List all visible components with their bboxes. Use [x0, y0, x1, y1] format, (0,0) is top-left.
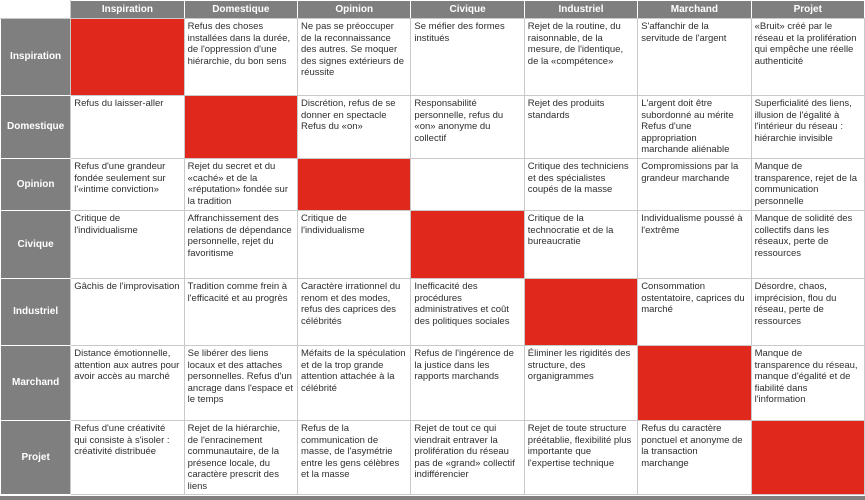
cell-industriel-marchand: Consommation ostentatoire, caprices du marché	[638, 279, 751, 346]
cell-projet-industriel: Rejet de toute structure préétablie, flexibilité plus importante que l'expertise technique	[524, 421, 637, 495]
cell-civique-inspiration: Critique de l'individualisme	[71, 211, 184, 279]
table-row-civique	[1, 211, 865, 279]
cell-marchand-opinion: Méfaits de la spéculation et de la trop grande attention attachée à la célébrité	[298, 346, 411, 421]
cell-domestique-projet: Superficialité des liens, illusion de l'égalité à l'intérieur du réseau : hiérarchie invisible	[751, 96, 864, 159]
cell-opinion-opinion-diagonal	[298, 159, 411, 211]
column-header-industriel: Industriel	[524, 1, 637, 19]
cell-projet-domestique: Rejet de la hiérarchie, de l'enracinement communautaire, de la présence locale, du caractère prescrit des liens	[184, 421, 297, 495]
cell-industriel-inspiration: Gâchis de l'improvisation	[71, 279, 184, 346]
column-header-opinion: Opinion	[298, 1, 411, 19]
cell-civique-domestique: Affranchissement des relations de dépendance personnelle, rejet du favoritisme	[184, 211, 297, 279]
cell-inspiration-domestique: Refus des choses installées dans la durée, de l'oppression d'une hiérarchie, du bon sens	[184, 19, 297, 96]
cell-projet-marchand: Refus du caractère ponctuel et anonyme de la transaction marchange	[638, 421, 751, 495]
column-header-row	[1, 1, 865, 19]
next-row-header-partial	[0, 495, 865, 500]
cell-inspiration-opinion: Ne pas se préoccuper de la reconnaissance des autres. Se moquer des signes extérieurs de réussite	[298, 19, 411, 96]
cell-inspiration-civique: Se méfier des formes institués	[411, 19, 524, 96]
cell-domestique-opinion: Discrétion, refus de se donner en spectacle Refus du «on»	[298, 96, 411, 159]
column-header-inspiration: Inspiration	[71, 1, 184, 19]
cell-inspiration-inspiration-diagonal	[71, 19, 184, 96]
cell-marchand-civique: Refus de l'ingérence de la justice dans les rapports marchands	[411, 346, 524, 421]
row-header-projet: Projet	[1, 421, 71, 495]
row-header-industriel: Industriel	[1, 279, 71, 346]
column-header-projet: Projet	[751, 1, 864, 19]
column-header-marchand: Marchand	[638, 1, 751, 19]
cell-marchand-projet: Manque de transparence du réseau, manque d'égalité et de fiabilité dans l'information	[751, 346, 864, 421]
cell-domestique-inspiration: Refus du laisser-aller	[71, 96, 184, 159]
cell-marchand-industriel: Éliminer les rigidités des structure, des organigrammes	[524, 346, 637, 421]
cell-projet-inspiration: Refus d'une créativité qui consiste à s'isoler : créativité distribuée	[71, 421, 184, 495]
cell-opinion-civique	[411, 159, 524, 211]
row-header-marchand: Marchand	[1, 346, 71, 421]
cell-opinion-domestique: Rejet du secret et du «caché» et de la «réputation» fondée sur la tradition	[184, 159, 297, 211]
column-header-domestique: Domestique	[184, 1, 297, 19]
cell-opinion-marchand: Compromissions par la grandeur marchande	[638, 159, 751, 211]
cell-projet-civique: Rejet de tout ce qui viendrait entraver la prolifération du réseau pas de «grand» collectif indifférencier	[411, 421, 524, 495]
corner-cell	[1, 1, 71, 19]
cell-civique-opinion: Critique de l'individualisme	[298, 211, 411, 279]
cell-civique-marchand: Individualisme poussé à l'extrême	[638, 211, 751, 279]
table-row-industriel	[1, 279, 865, 346]
column-header-civique: Civique	[411, 1, 524, 19]
cell-domestique-domestique-diagonal	[184, 96, 297, 159]
cell-marchand-inspiration: Distance émotionnelle, attention aux autres pour avoir accès au marché	[71, 346, 184, 421]
cell-civique-industriel: Critique de la technocratie et de la bureaucratie	[524, 211, 637, 279]
cell-civique-projet: Manque de solidité des collectifs dans les réseaux, perte de ressources	[751, 211, 864, 279]
cell-marchand-marchand-diagonal	[638, 346, 751, 421]
cell-inspiration-marchand: S'affanchir de la servitude de l'argent	[638, 19, 751, 96]
cell-opinion-projet: Manque de transparence, rejet de la communication personnelle	[751, 159, 864, 211]
cell-industriel-projet: Désordre, chaos, imprécision, flou du réseau, perte de ressources	[751, 279, 864, 346]
table-row-domestique	[1, 96, 865, 159]
table-row-projet	[1, 421, 865, 495]
cell-industriel-industriel-diagonal	[524, 279, 637, 346]
cell-civique-civique-diagonal	[411, 211, 524, 279]
row-header-domestique: Domestique	[1, 96, 71, 159]
table-row-inspiration	[1, 19, 865, 96]
row-header-civique: Civique	[1, 211, 71, 279]
cell-opinion-industriel: Critique des techniciens et des spécialistes coupés de la masse	[524, 159, 637, 211]
cell-domestique-civique: Responsabilité personnelle, refus du «on» anonyme du collectif	[411, 96, 524, 159]
cell-domestique-industriel: Rejet des produits standards	[524, 96, 637, 159]
table-row-marchand	[1, 346, 865, 421]
cell-projet-projet-diagonal	[751, 421, 864, 495]
row-header-opinion: Opinion	[1, 159, 71, 211]
cell-industriel-domestique: Tradition comme frein à l'efficacité et au progrès	[184, 279, 297, 346]
cell-industriel-opinion: Caractère irrationnel du renom et des modes, refus des caprices des célébrités	[298, 279, 411, 346]
cell-opinion-inspiration: Refus d'une grandeur fondée seulement sur l'«intime conviction»	[71, 159, 184, 211]
cell-projet-opinion: Refus de la communication de masse, de l'asymétrie entre les gens célèbres et la masse	[298, 421, 411, 495]
cell-domestique-marchand: L'argent doit être subordonné au mérite Refus d'une appropriation marchande aliénable	[638, 96, 751, 159]
row-header-inspiration: Inspiration	[1, 19, 71, 96]
table-row-opinion	[1, 159, 865, 211]
cell-industriel-civique: Inefficacité des procédures administratives et coût des politiques sociales	[411, 279, 524, 346]
cell-inspiration-projet: «Bruit» créé par le réseau et la prolifération qui empêche une réelle authenticité	[751, 19, 864, 96]
cell-marchand-domestique: Se libérer des liens locaux et des attaches personnelles. Refus d'un ancrage dans l'espace et le temps	[184, 346, 297, 421]
cell-inspiration-industriel: Rejet de la routine, du raisonnable, de la mesure, de l'identique, de la «compétence»	[524, 19, 637, 96]
